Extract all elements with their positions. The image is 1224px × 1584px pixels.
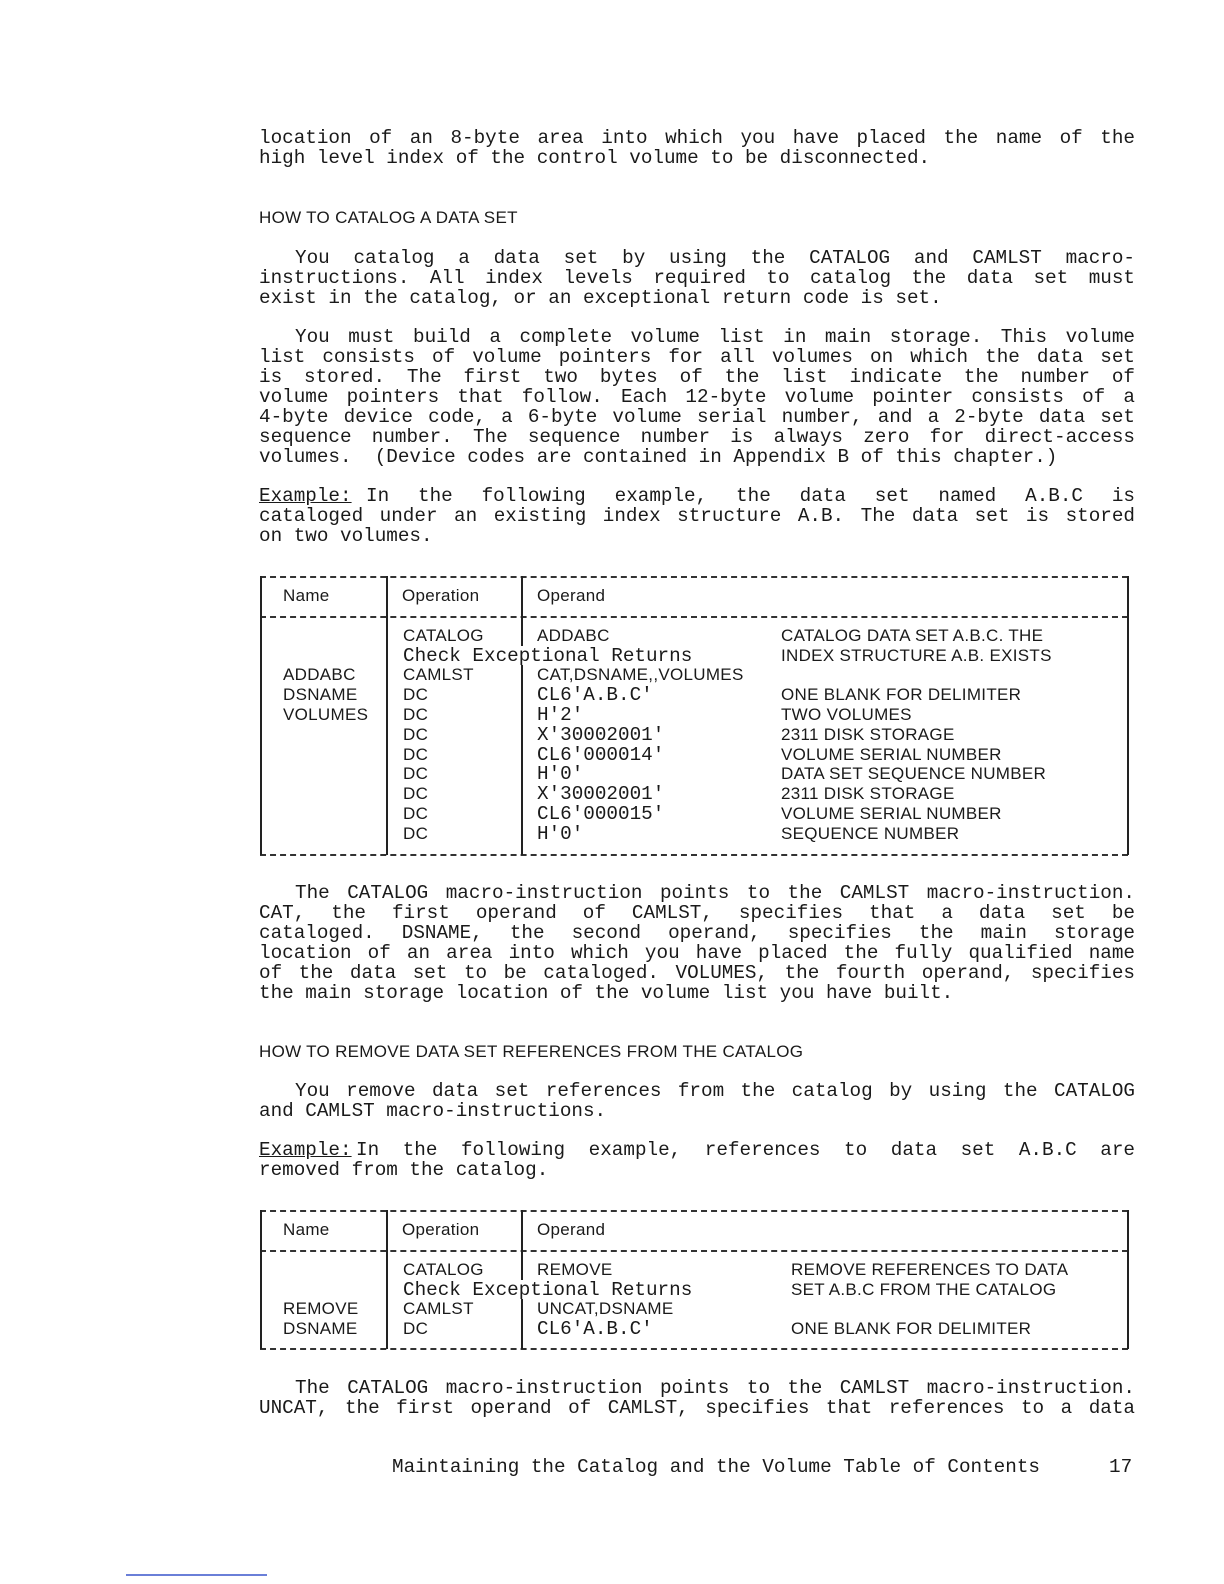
table-cell-comment: DATA SET SEQUENCE NUMBER xyxy=(781,764,1047,783)
col-header-operand: Operand xyxy=(537,1220,606,1239)
page-number: 17 xyxy=(1109,1456,1133,1478)
table-cell-name: DSNAME xyxy=(283,1319,358,1338)
table-cell-operand: CL6'000015' xyxy=(537,803,665,825)
table-cell-op: CATALOG xyxy=(403,1260,484,1279)
table-cell-operand: H'0' xyxy=(537,763,584,785)
body-line: of the data set to be cataloged. VOLUMES, the fourth operand, specifies xyxy=(259,962,1135,984)
body-line: the main storage location of the volume list you have built. xyxy=(259,982,954,1004)
table-cell-comment: TWO VOLUMES xyxy=(781,705,912,724)
table-cell-op: DC xyxy=(403,804,429,823)
body-line: volume pointers that follow. Each 12-byte volume pointer consists of a xyxy=(259,386,1135,408)
body-line: You must build a complete volume list in main storage. This volume xyxy=(295,326,1135,348)
table-cell-operand: H'2' xyxy=(537,704,584,726)
body-line: instructions. All index levels required to catalog the data set must xyxy=(259,267,1135,289)
body-line: is stored. The first two bytes of the list indicate the number of xyxy=(259,366,1135,388)
body-line: You catalog a data set by using the CATALOG and CAMLST macro- xyxy=(295,247,1135,269)
table-cell-comment: ONE BLANK FOR DELIMITER xyxy=(781,685,1022,704)
body-line: removed from the catalog. xyxy=(259,1159,549,1181)
table-cell-operand: REMOVE xyxy=(537,1260,613,1279)
body-line: location of an 8-byte area into which you have placed the name of the xyxy=(259,127,1135,149)
table-cell-comment: SET A.B.C FROM THE CATALOG xyxy=(791,1280,1057,1299)
table-cell-op: DC xyxy=(403,685,429,704)
table-cell-op: DC xyxy=(403,1319,429,1338)
table-cell-operand: ADDABC xyxy=(537,626,610,645)
table-cell-operand: CL6'000014' xyxy=(537,744,665,766)
table-cell-op: DC xyxy=(403,705,429,724)
body-line: 4-byte device code, a 6-byte volume serial number, and a 2-byte data set xyxy=(259,406,1135,428)
col-header-name: Name xyxy=(283,1220,330,1239)
table-cell-comment: 2311 DISK STORAGE xyxy=(781,784,955,803)
body-line: sequence number. The sequence number is always zero for direct-access xyxy=(259,426,1135,448)
table-cell-name: ADDABC xyxy=(283,665,356,684)
table-cell-op: DC xyxy=(403,764,429,783)
table-cell-comment: CATALOG DATA SET A.B.C. THE xyxy=(781,626,1044,645)
running-footer-title: Maintaining the Catalog and the Volume Table of Contents xyxy=(392,1456,1040,1478)
table-cell-comment: ONE BLANK FOR DELIMITER xyxy=(791,1319,1032,1338)
table-cell-operand: CL6'A.B.C' xyxy=(537,684,653,706)
table-cell-op: CAMLST xyxy=(403,665,474,684)
body-line: high level index of the control volume to be disconnected. xyxy=(259,147,931,169)
col-header-name: Name xyxy=(283,586,330,605)
table-cell-op: CATALOG xyxy=(403,626,484,645)
table-cell-op: CAMLST xyxy=(403,1299,474,1318)
col-header-operation: Operation xyxy=(402,1220,480,1239)
body-line: location of an area into which you have placed the fully qualified name xyxy=(259,942,1135,964)
col-header-operand: Operand xyxy=(537,586,606,605)
body-line: cataloged. DSNAME, the second operand, specifies the main storage xyxy=(259,922,1135,944)
body-line: In the following example, references to data set A.B.C are xyxy=(356,1139,1135,1161)
table-cell-operand: X'30002001' xyxy=(537,724,665,746)
table-cell-op: Check Exceptional Returns xyxy=(403,1279,693,1301)
body-line: and CAMLST macro-instructions. xyxy=(259,1100,607,1122)
body-line: cataloged under an existing index structure A.B. The data set is stored xyxy=(259,505,1135,527)
col-header-operation: Operation xyxy=(402,586,480,605)
table-cell-operand: H'0' xyxy=(537,823,584,845)
table-cell-comment: VOLUME SERIAL NUMBER xyxy=(781,745,1002,764)
table-cell-name: REMOVE xyxy=(283,1299,359,1318)
body-line: CAT, the first operand of CAMLST, specifies that a data set be xyxy=(259,902,1135,924)
table-cell-comment: VOLUME SERIAL NUMBER xyxy=(781,804,1002,823)
table-cell-operand: X'30002001' xyxy=(537,783,665,805)
edge-line xyxy=(126,1574,267,1576)
table-cell-comment: INDEX STRUCTURE A.B. EXISTS xyxy=(781,646,1052,665)
table-cell-op: DC xyxy=(403,745,429,764)
table-cell-op: DC xyxy=(403,824,429,843)
table-cell-op: DC xyxy=(403,784,429,803)
body-line: The CATALOG macro-instruction points to the CAMLST macro-instruction. xyxy=(295,882,1135,904)
body-line: In the following example, the data set named A.B.C is xyxy=(366,485,1135,507)
body-line: UNCAT, the first operand of CAMLST, specifies that references to a data xyxy=(259,1397,1135,1419)
body-line: exist in the catalog, or an exceptional return code is set. xyxy=(259,287,942,309)
section-heading-remove: HOW TO REMOVE DATA SET REFERENCES FROM THE CATALOG xyxy=(259,1042,804,1061)
table-cell-comment: 2311 DISK STORAGE xyxy=(781,725,955,744)
body-line: list consists of volume pointers for all volumes on which the data set xyxy=(259,346,1135,368)
example-label: Example: xyxy=(259,1139,352,1161)
table-cell-comment: SEQUENCE NUMBER xyxy=(781,824,960,843)
example-label: Example: xyxy=(259,485,352,507)
body-line: You remove data set references from the catalog by using the CATALOG xyxy=(295,1080,1135,1102)
table-cell-op: DC xyxy=(403,725,429,744)
table-cell-comment: REMOVE REFERENCES TO DATA xyxy=(791,1260,1069,1279)
table-cell-operand: CAT,DSNAME,,VOLUMES xyxy=(537,665,744,684)
table-cell-name: VOLUMES xyxy=(283,705,369,724)
section-heading-catalog: HOW TO CATALOG A DATA SET xyxy=(259,208,518,227)
body-line: volumes. (Device codes are contained in Appendix B of this chapter.) xyxy=(259,446,1058,468)
body-line: The CATALOG macro-instruction points to the CAMLST macro-instruction. xyxy=(295,1377,1135,1399)
table-cell-operand: UNCAT,DSNAME xyxy=(537,1299,674,1318)
table-cell-name: DSNAME xyxy=(283,685,358,704)
table-cell-op: Check Exceptional Returns xyxy=(403,645,693,667)
table-cell-operand: CL6'A.B.C' xyxy=(537,1318,653,1340)
body-line: on two volumes. xyxy=(259,525,433,547)
